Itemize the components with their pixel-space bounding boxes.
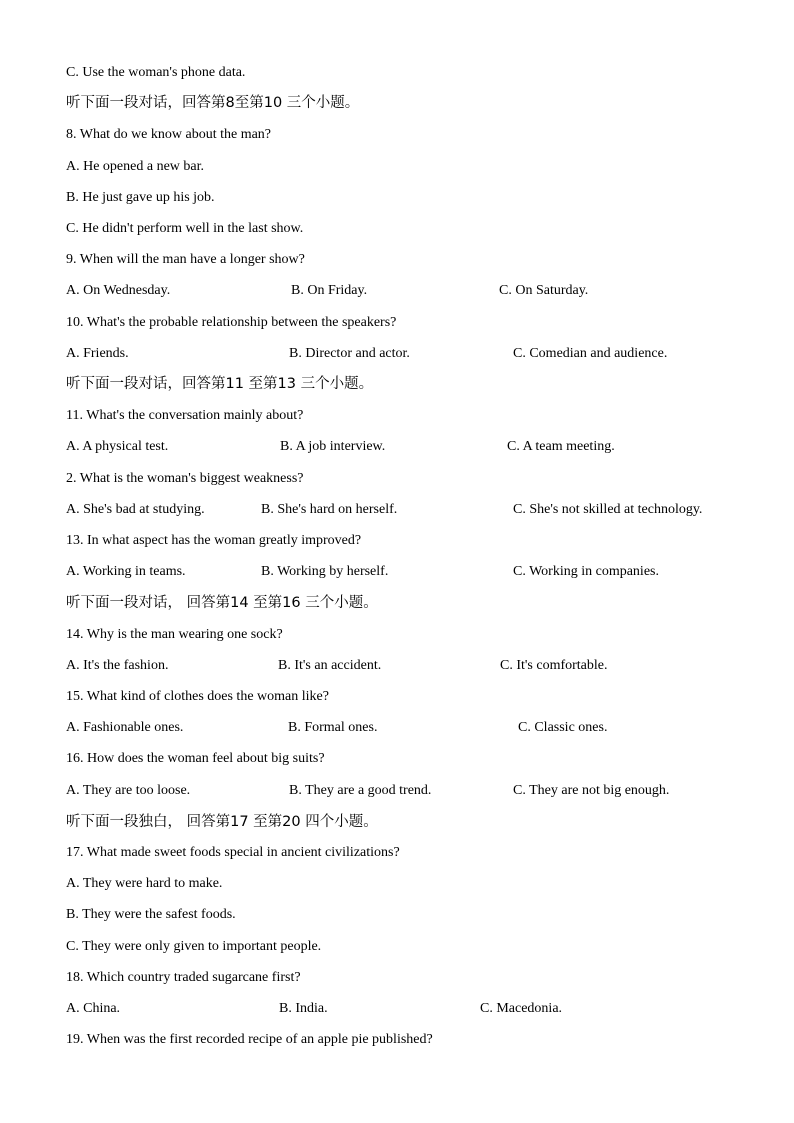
- q9-option-b: B. On Friday.: [291, 283, 368, 298]
- q8-option-a: A. He opened a new bar.: [66, 159, 205, 174]
- question-19: 19. When was the first recorded recipe of an apple pie published?: [66, 1032, 433, 1047]
- q12-option-a: A. She's bad at studying.: [66, 502, 205, 517]
- q17-option-a: A. They were hard to make.: [66, 876, 223, 891]
- q16-option-b: B. They are a good trend.: [289, 783, 432, 798]
- question-9: 9. When will the man have a longer show?: [66, 252, 305, 267]
- q16-option-c: C. They are not big enough.: [513, 783, 670, 798]
- section-heading-8-10: 听下面一段对话，回答第8至第10 三个小题。: [66, 95, 360, 111]
- q9-option-a: A. On Wednesday.: [66, 283, 171, 298]
- q15-option-a: A. Fashionable ones.: [66, 720, 184, 735]
- q11-option-a: A. A physical test.: [66, 439, 169, 454]
- section-heading-17-20: 听下面一段独白， 回答第17 至第20 四个小题。: [66, 814, 378, 830]
- question-17: 17. What made sweet foods special in ancient civilizations?: [66, 845, 400, 860]
- q9-option-c: C. On Saturday.: [499, 283, 589, 298]
- q18-option-a: A. China.: [66, 1001, 121, 1016]
- q10-option-b: B. Director and actor.: [289, 346, 410, 361]
- q18-option-b: B. India.: [279, 1001, 328, 1016]
- question-18: 18. Which country traded sugarcane first?: [66, 970, 301, 985]
- q12-option-c: C. She's not skilled at technology.: [513, 502, 703, 517]
- q15-option-c: C. Classic ones.: [518, 720, 608, 735]
- section-heading-11-13: 听下面一段对话，回答第11 至第13 三个小题。: [66, 376, 374, 392]
- question-12: 2. What is the woman's biggest weakness?: [66, 471, 304, 486]
- q13-option-b: B. Working by herself.: [261, 564, 389, 579]
- question-8: 8. What do we know about the man?: [66, 127, 272, 142]
- q7-option-c: C. Use the woman's phone data.: [66, 65, 246, 80]
- question-16: 16. How does the woman feel about big suits?: [66, 751, 325, 766]
- q18-option-c: C. Macedonia.: [480, 1001, 563, 1016]
- q17-option-c: C. They were only given to important people.: [66, 939, 322, 954]
- q14-option-c: C. It's comfortable.: [500, 658, 608, 673]
- q13-option-c: C. Working in companies.: [513, 564, 659, 579]
- q10-option-a: A. Friends.: [66, 346, 129, 361]
- q8-option-c: C. He didn't perform well in the last show.: [66, 221, 304, 236]
- q11-option-b: B. A job interview.: [280, 439, 386, 454]
- question-15: 15. What kind of clothes does the woman like?: [66, 689, 329, 704]
- q8-option-b: B. He just gave up his job.: [66, 190, 215, 205]
- q16-option-a: A. They are too loose.: [66, 783, 191, 798]
- question-14: 14. Why is the man wearing one sock?: [66, 627, 283, 642]
- section-heading-14-16: 听下面一段对话， 回答第14 至第16 三个小题。: [66, 595, 378, 611]
- q13-option-a: A. Working in teams.: [66, 564, 186, 579]
- question-13: 13. In what aspect has the woman greatly improved?: [66, 533, 362, 548]
- q15-option-b: B. Formal ones.: [288, 720, 378, 735]
- q14-option-b: B. It's an accident.: [278, 658, 382, 673]
- q17-option-b: B. They were the safest foods.: [66, 907, 236, 922]
- q12-option-b: B. She's hard on herself.: [261, 502, 398, 517]
- q14-option-a: A. It's the fashion.: [66, 658, 169, 673]
- q10-option-c: C. Comedian and audience.: [513, 346, 668, 361]
- q11-option-c: C. A team meeting.: [507, 439, 615, 454]
- question-11: 11. What's the conversation mainly about?: [66, 408, 304, 423]
- question-10: 10. What's the probable relationship between the speakers?: [66, 315, 397, 330]
